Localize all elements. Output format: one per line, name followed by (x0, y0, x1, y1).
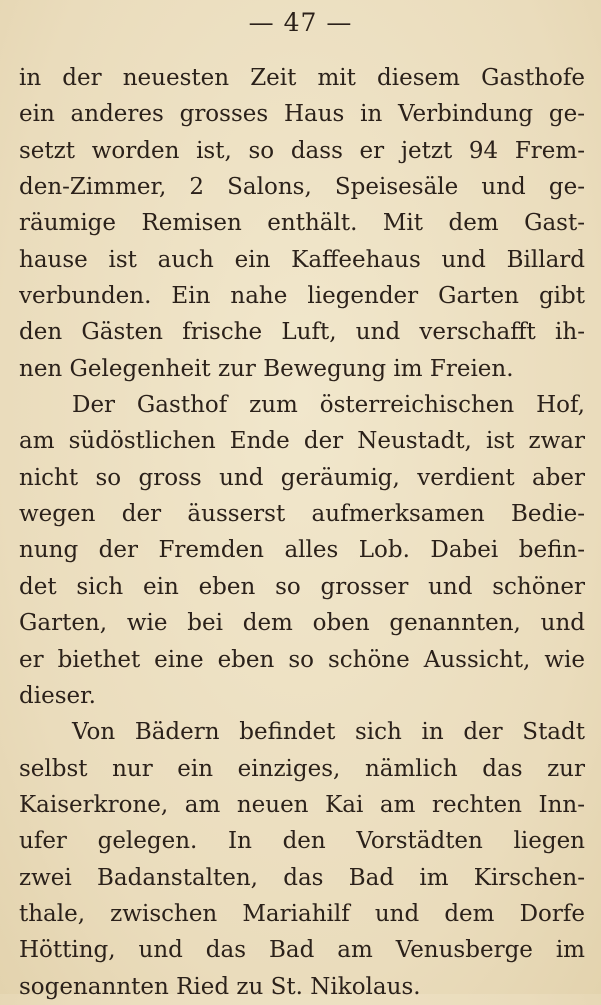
text-line: verbunden. Ein nahe liegender Garten gibt (19, 283, 585, 310)
text-line: hause ist auch ein Kaffeehaus und Billard (19, 246, 585, 273)
text-line: Von Bädern befindet sich in der Stadt (72, 719, 585, 746)
text-line: wegen der äusserst aufmerksamen Bedie- (19, 501, 585, 528)
text-line: nicht so gross und geräumig, verdient aber (19, 464, 585, 491)
text-line: dieser. (19, 682, 96, 709)
page-number: — 47 — (248, 8, 353, 37)
text-line: räumige Remisen enthält. Mit dem Gast- (19, 210, 585, 237)
text-line: er biethet eine eben so schöne Aussicht, wie (19, 646, 585, 673)
text-line: setzt worden ist, so dass er jetzt 94 Frem- (19, 137, 585, 164)
text-line: ufer gelegen. In den Vorstädten liegen (19, 828, 585, 855)
text-line: nen Gelegenheit zur Bewegung im Freien. (19, 355, 514, 382)
text-line: selbst nur ein einziges, nämlich das zur (19, 755, 585, 782)
text-line: Der Gasthof zum österreichischen Hof, (72, 392, 585, 419)
text-line: Kaiserkrone, am neuen Kai am rechten Inn- (19, 791, 585, 818)
text-line: ein anderes grosses Haus in Verbindung ge- (19, 101, 585, 128)
text-line: den Gästen frische Luft, und verschafft ih- (19, 319, 585, 346)
text-line: zwei Badanstalten, das Bad im Kirschen- (19, 864, 585, 891)
text-line: sogenannten Ried zu St. Nikolaus. (19, 973, 421, 1000)
body-text (19, 60, 585, 1005)
text-line: Garten, wie bei dem oben genannten, und (19, 610, 585, 637)
text-line: den-Zimmer, 2 Salons, Speisesäle und ge- (19, 174, 585, 201)
text-line: det sich ein eben so grosser und schöner (19, 573, 585, 600)
text-line: Hötting, und das Bad am Venusberge im (19, 937, 585, 964)
text-line: in der neuesten Zeit mit diesem Gasthofe (19, 65, 585, 91)
text-line: thale, zwischen Mariahilf und dem Dorfe (19, 900, 585, 927)
text-line: am südöstlichen Ende der Neustadt, ist zwar (19, 428, 585, 455)
text-line: nung der Fremden alles Lob. Dabei befin- (19, 537, 585, 564)
